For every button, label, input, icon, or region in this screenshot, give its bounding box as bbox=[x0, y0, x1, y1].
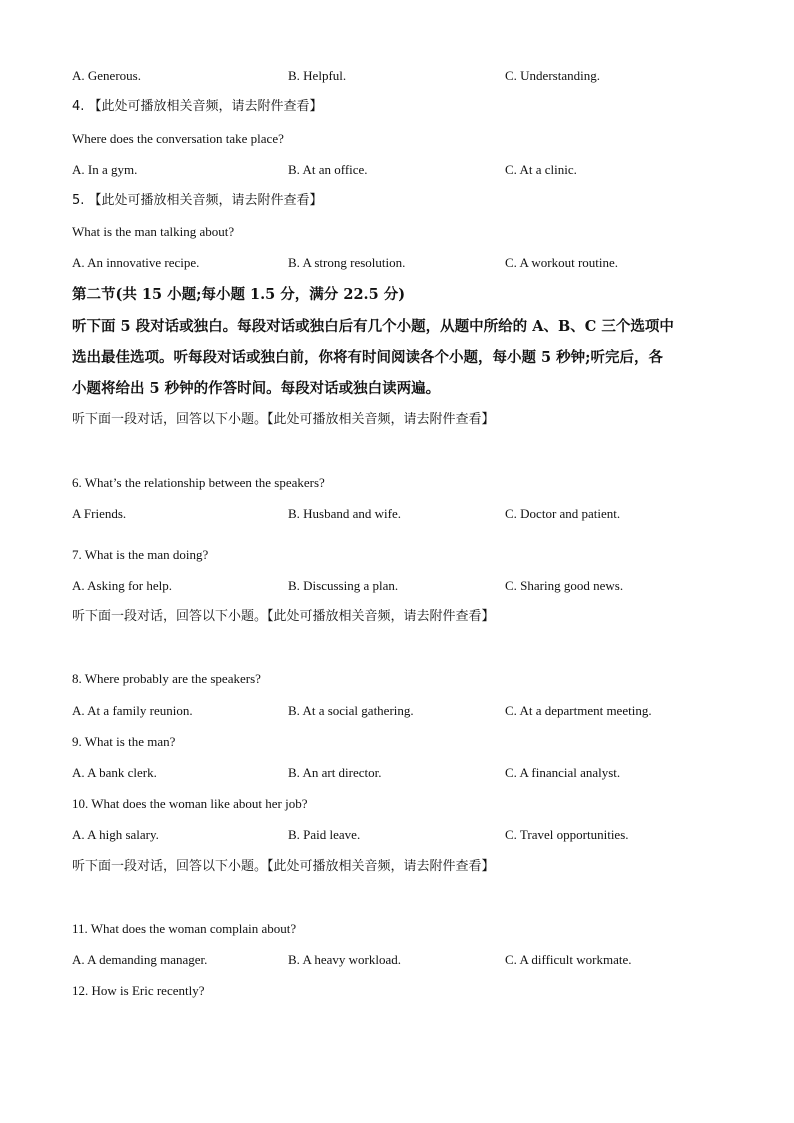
q4-option-a: A. In a gym. bbox=[72, 162, 138, 177]
q5-option-c: C. A workout routine. bbox=[505, 255, 619, 270]
q11-question: 11. What does the woman complain about? bbox=[72, 921, 297, 936]
q3-option-c: C. Understanding. bbox=[505, 68, 600, 83]
q8-option-c: C. At a department meeting. bbox=[505, 703, 652, 718]
q9-option-a: A. A bank clerk. bbox=[72, 765, 157, 780]
q9-question: 9. What is the man? bbox=[72, 734, 176, 749]
q6-option-a: A Friends. bbox=[72, 506, 127, 521]
q9-option-b: B. An art director. bbox=[288, 765, 382, 780]
q11-option-a: A. A demanding manager. bbox=[72, 952, 208, 967]
q4-option-b: B. At an office. bbox=[288, 162, 368, 177]
q4-option-c: C. At a clinic. bbox=[505, 162, 577, 177]
dialogue-prompt-1: 听下面一段对话，回答以下小题。【此处可播放相关音频，请去附件查看】 bbox=[72, 412, 495, 427]
q4-options bbox=[72, 162, 722, 178]
q5-audio-note: 5. 【此处可播放相关音频，请去附件查看】 bbox=[72, 193, 323, 208]
q11-option-c: C. A difficult workmate. bbox=[505, 952, 632, 967]
q12-question: 12. How is Eric recently? bbox=[72, 983, 205, 998]
q6-option-b: B. Husband and wife. bbox=[288, 506, 402, 521]
q6-option-c: C. Doctor and patient. bbox=[505, 506, 621, 521]
q10-option-c: C. Travel opportunities. bbox=[505, 827, 629, 842]
section2-instruction-line-3: 小题将给出 5 秒钟的作答时间。每段对话或独白读两遍。 bbox=[72, 380, 441, 397]
q10-option-b: B. Paid leave. bbox=[288, 827, 361, 842]
q7-option-c: C. Sharing good news. bbox=[505, 578, 624, 593]
q3-option-b: B. Helpful. bbox=[288, 68, 347, 83]
q6-options bbox=[72, 506, 722, 522]
q7-question: 7. What is the man doing? bbox=[72, 547, 209, 562]
q11-options bbox=[72, 952, 722, 968]
section2-instruction-line-1: 听下面 5 段对话或独白。每段对话或独白后有几个小题，从题中所给的 A、B、C 三个选项中 bbox=[72, 318, 674, 335]
q6-question: 6. What’s the relationship between the speakers? bbox=[72, 475, 325, 490]
dialogue-prompt-2: 听下面一段对话，回答以下小题。【此处可播放相关音频，请去附件查看】 bbox=[72, 609, 495, 624]
q8-option-b: B. At a social gathering. bbox=[288, 703, 414, 718]
q9-options bbox=[72, 765, 722, 781]
q10-option-a: A. A high salary. bbox=[72, 827, 159, 842]
q8-options bbox=[72, 703, 722, 719]
q9-option-c: C. A financial analyst. bbox=[505, 765, 621, 780]
q3-options bbox=[72, 68, 722, 84]
q7-option-b: B. Discussing a plan. bbox=[288, 578, 399, 593]
section2-instruction-line-2: 选出最佳选项。听每段对话或独白前，你将有时间阅读各个小题，每小题 5 秒钟;听完后，各 bbox=[72, 349, 664, 366]
q4-question: Where does the conversation take place? bbox=[72, 131, 284, 146]
q8-option-a: A. At a family reunion. bbox=[72, 703, 193, 718]
q10-options bbox=[72, 827, 722, 843]
q4-audio-note: 4. 【此处可播放相关音频，请去附件查看】 bbox=[72, 99, 323, 114]
q5-option-a: A. An innovative recipe. bbox=[72, 255, 200, 270]
q7-options bbox=[72, 578, 722, 594]
q5-options bbox=[72, 255, 722, 271]
q3-option-a: A. Generous. bbox=[72, 68, 141, 83]
q5-option-b: B. A strong resolution. bbox=[288, 255, 406, 270]
q11-option-b: B. A heavy workload. bbox=[288, 952, 402, 967]
q10-question: 10. What does the woman like about her job? bbox=[72, 796, 308, 811]
q8-question: 8. Where probably are the speakers? bbox=[72, 671, 261, 686]
q7-option-a: A. Asking for help. bbox=[72, 578, 173, 593]
section2-heading: 第二节(共 15 小题;每小题 1.5 分，满分 22.5 分) bbox=[72, 286, 406, 303]
q5-question: What is the man talking about? bbox=[72, 224, 235, 239]
dialogue-prompt-3: 听下面一段对话，回答以下小题。【此处可播放相关音频，请去附件查看】 bbox=[72, 859, 495, 874]
